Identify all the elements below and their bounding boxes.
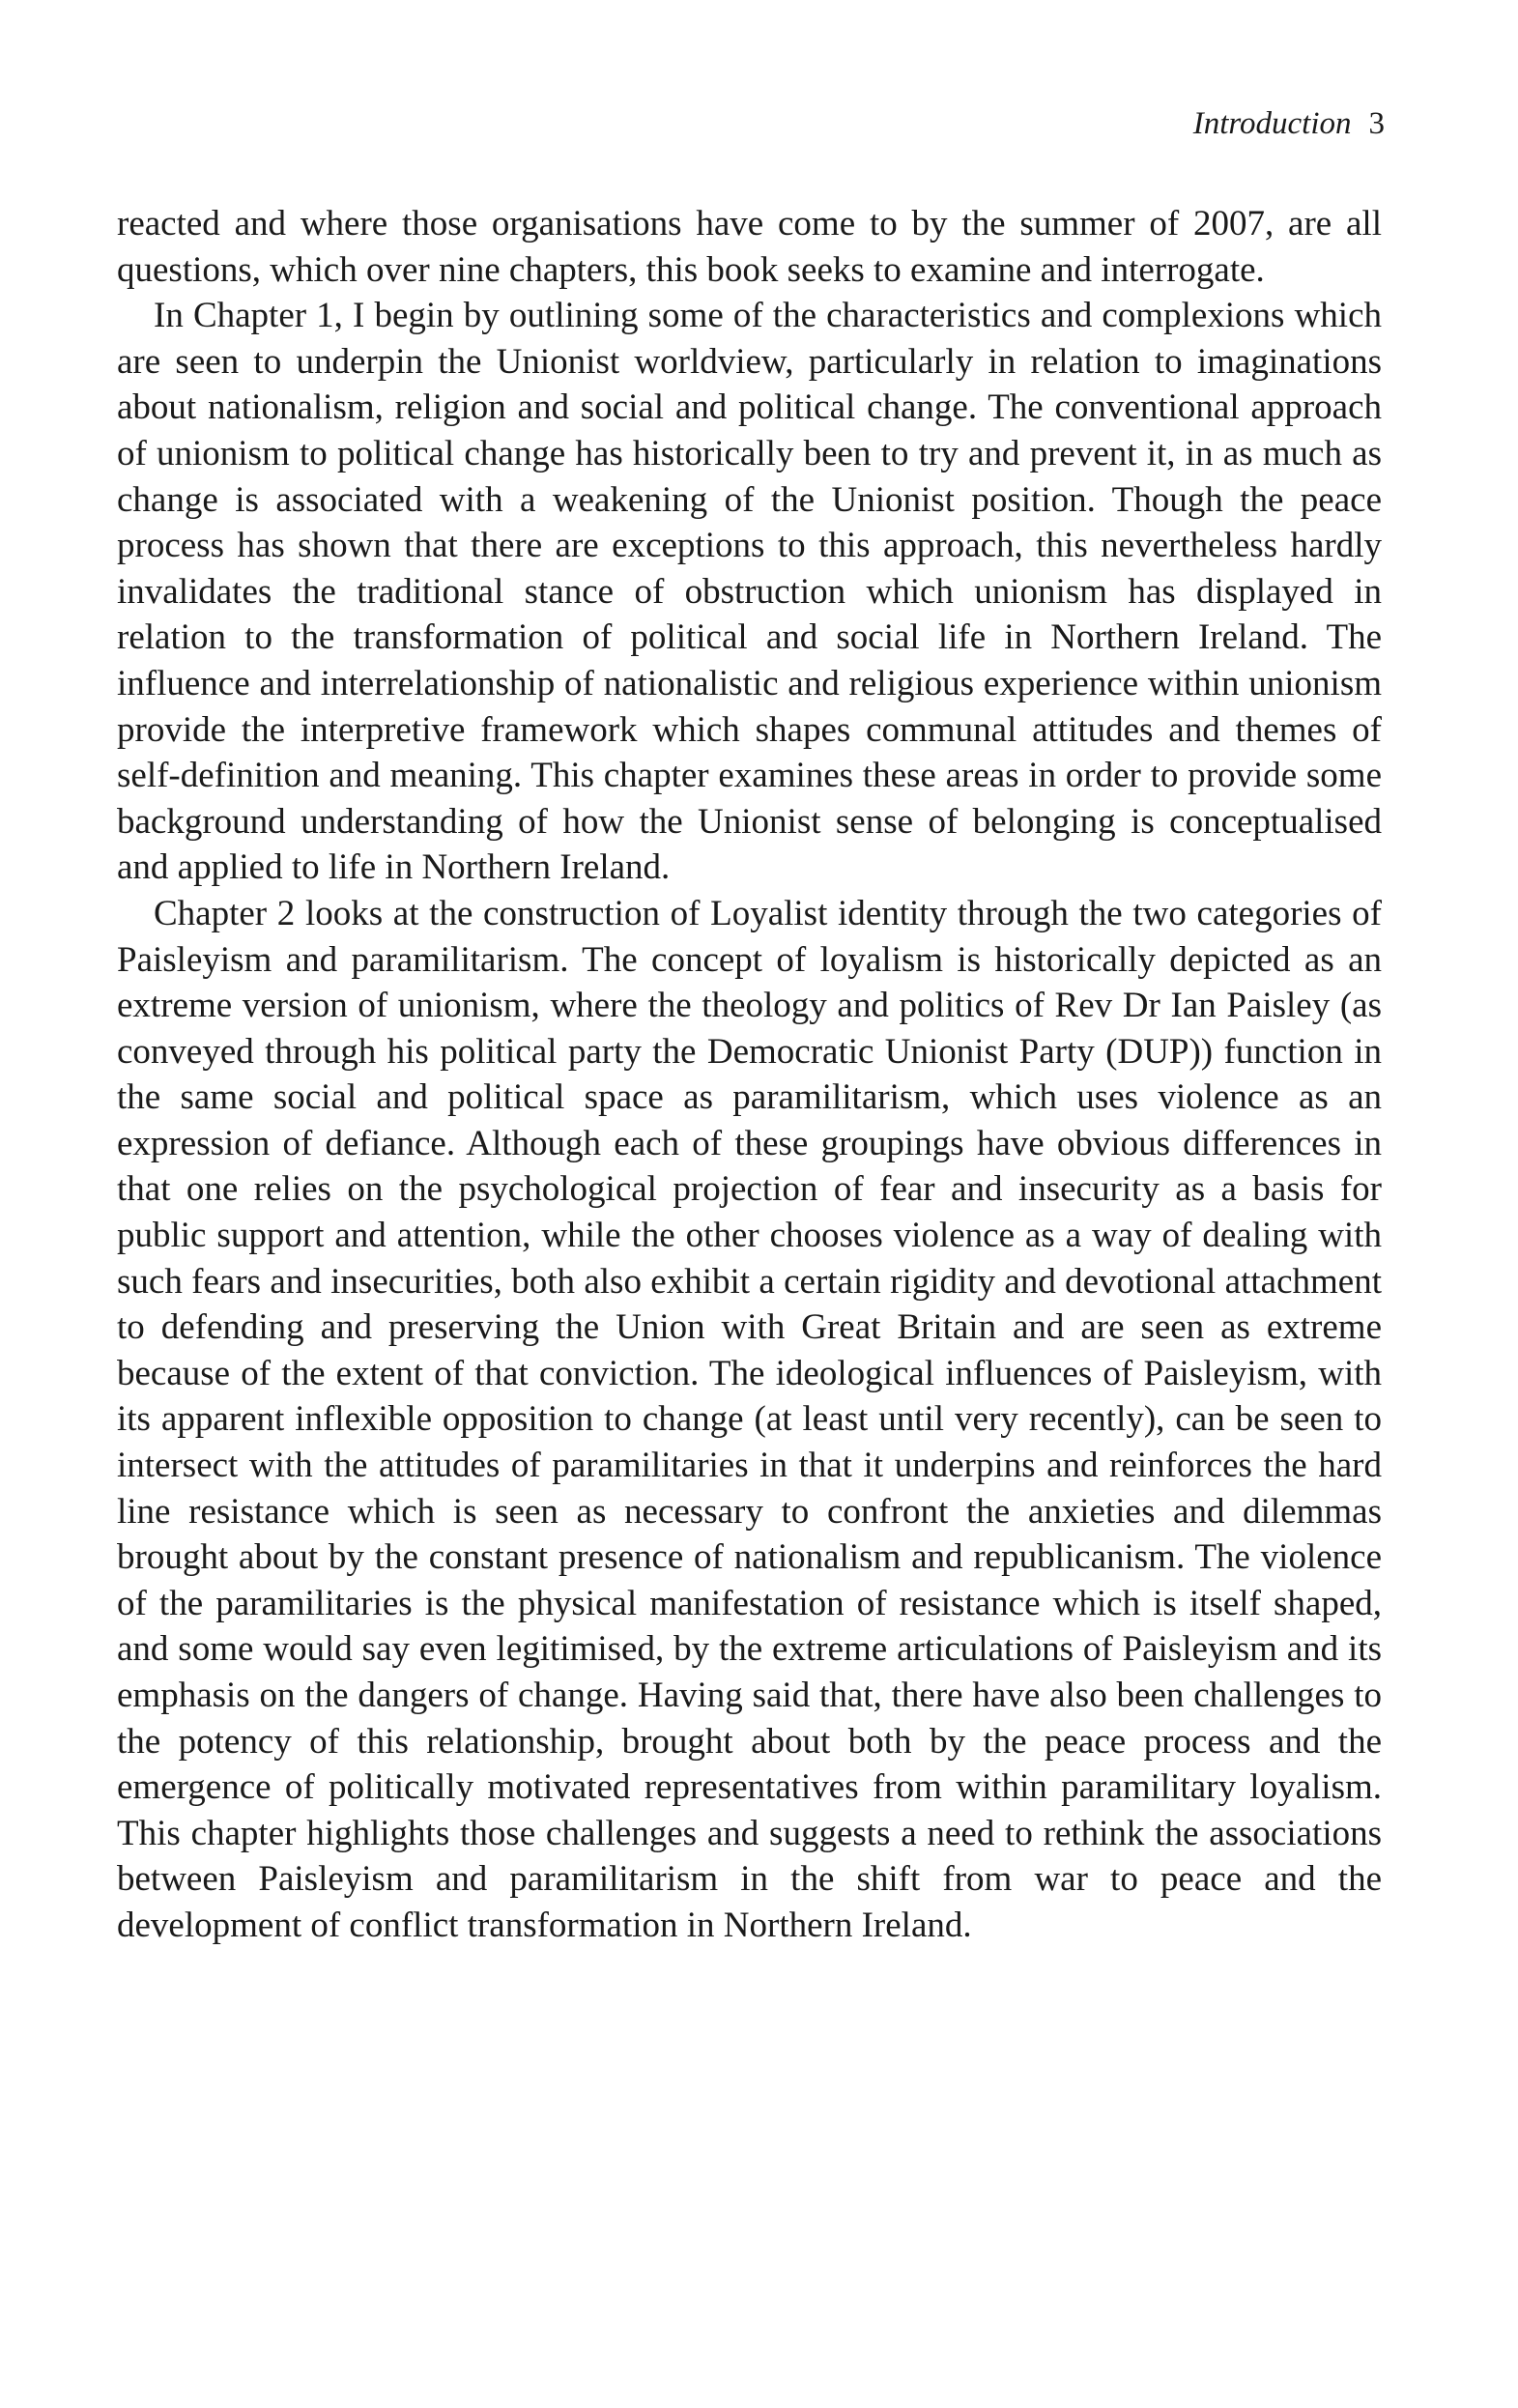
paragraph-chapter-2-summary: Chapter 2 looks at the construction of Loyalist identity through the two categories of Paisleyism and paramilitarism. The concept of loyalism is historically depicted as an extreme version of unionism, where the theology and politics of Rev Dr Ian Paisley (as conveyed through his political party the Democratic Unionist Party (DUP)) function in the same social and political space as paramilitarism, which uses violence as an expression of defiance. Although each of these groupings have obvious differences in that one relies on the psychological projection of fear and insecurity as a basis for public support and attention, while the other chooses violence as a way of dealing with such fears and insecurities, both also exhibit a certain rigidity and devotional attachment to defending and preserving the Union with Great Britain and are seen as extreme because of the extent of that conviction. The ideological influences of Paisleyism, with its apparent inflexible opposition to change (at least until very recently), can be seen to intersect with the attitudes of paramilitaries in that it underpins and reinforces the hard line resistance which is seen as necessary to confront the anxieties and dilemmas brought about by the constant presence of nationalism and republicanism. The violence of the paramilitaries is the physical manifestation of resistance which is itself shaped, and some would say even legitimised, by the extreme articulations of Paisleyism and its emphasis on the dangers of change. Having said that, there have also been challenges to the potency of this relationship, brought about both by the peace process and the emergence of politically motivated representatives from within paramilitary loyalism. This chapter highlights those challenges and suggests a need to rethink the associations between Paisleyism and paramilitarism in the shift from war to peace and the development of conflict transformation in Northern Ireland. <box>117 893 1382 1945</box>
running-head-section-title: Introduction <box>1192 106 1352 141</box>
paragraph-continued: reacted and where those organisations have come to by the summer of 2007, are all questions, which over nine chapters, this book seeks to examine and interrogate. <box>117 204 1382 290</box>
running-head <box>1193 104 1385 143</box>
page-number: 3 <box>1368 106 1385 141</box>
paragraph-chapter-1-summary: In Chapter 1, I begin by outlining some of the characteristics and complexions which are seen to underpin the Unionist worldview, particularly in relation to imaginations about nationalism, religion and social and political change. The conventional approach of unionism to political change has historically been to try and prevent it, in as much as change is associated with a weakening of the Unionist position. Though the peace process has shown that there are exceptions to this approach, this nevertheless hardly invalidates the traditional stance of obstruction which unionism has displayed in relation to the transformation of political and social life in Northern Ireland. The influence and interrelationship of nationalistic and religious experience within unionism provide the interpretive framework which shapes communal attitudes and themes of self-definition and meaning. This chapter examines these areas in order to provide some background understanding of how the Unionist sense of belonging is conceptualised and applied to life in Northern Ireland. <box>117 296 1382 888</box>
body-text <box>117 201 1382 1949</box>
